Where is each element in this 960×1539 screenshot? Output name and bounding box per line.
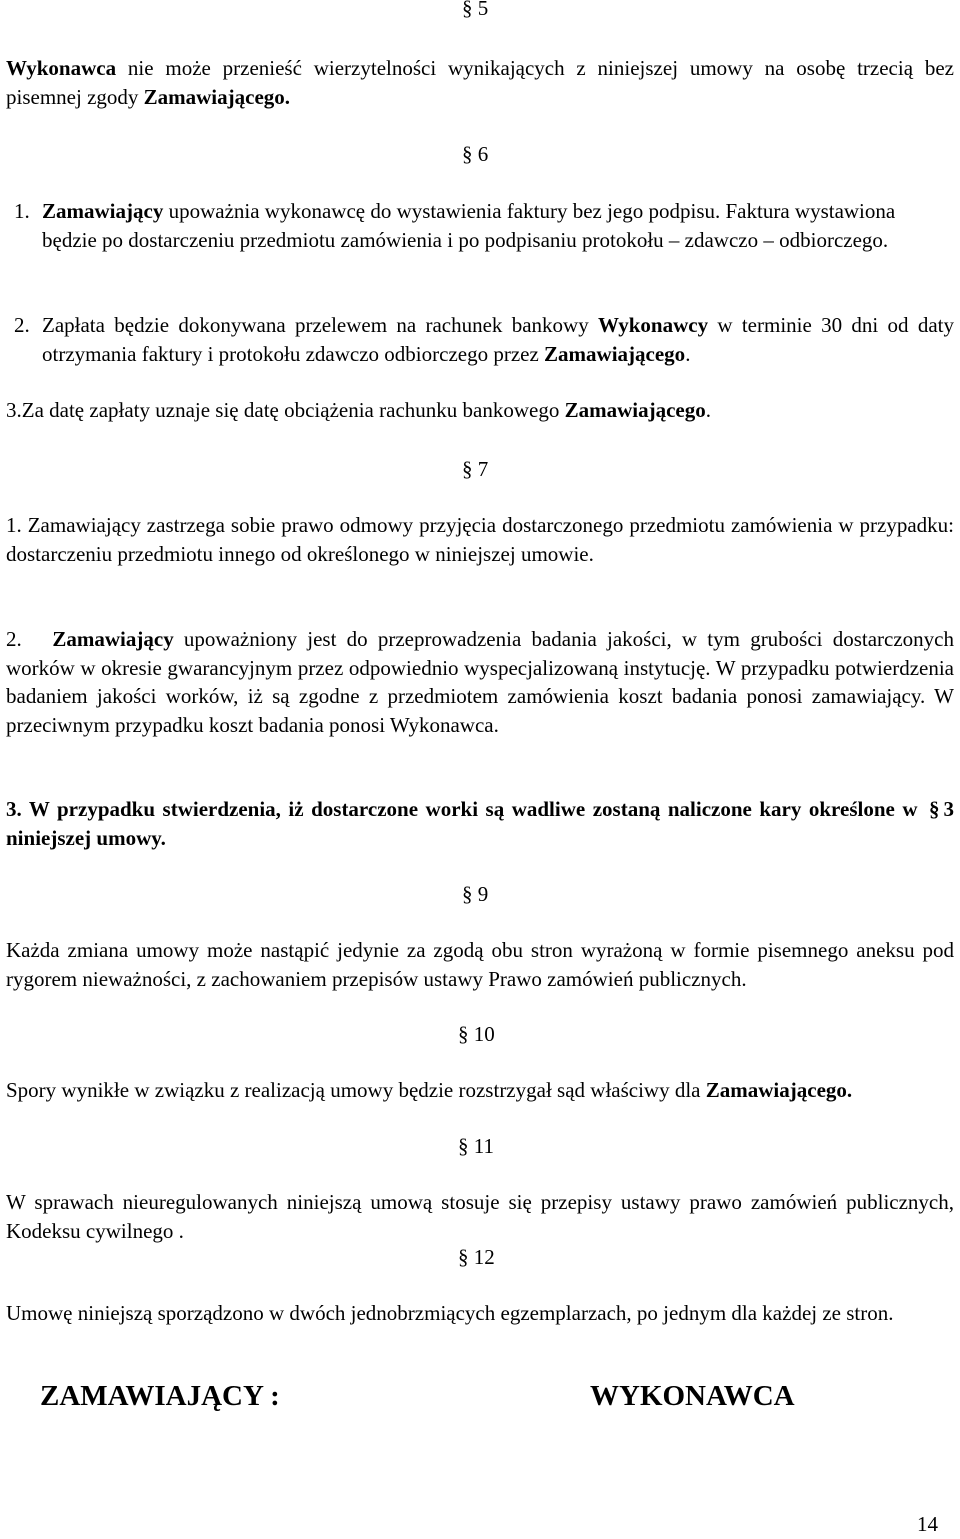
section-heading-7: § 7 [462, 457, 489, 481]
item-number: 2. [6, 627, 22, 651]
paragraph-text: 3 niniejszej umowy. [6, 797, 954, 850]
item-number: 2. [14, 313, 30, 337]
paragraph-text: Spory wynikłe w związku z realizacją umowy będzie rozstrzygał sąd właściwy dla [6, 1078, 706, 1102]
paragraph-text: . [685, 341, 691, 366]
paragraph-6-item-2 [6, 311, 954, 368]
paragraph-text: 3. W przypadku stwierdzenia, iż dostarczone worki są wadliwe zostaną naliczone kary określone w [6, 797, 925, 821]
section-heading-11: § 11 [458, 1134, 494, 1158]
bold-term: Wykonawcy [598, 313, 709, 337]
section-heading-12: § 12 [458, 1245, 495, 1269]
paragraph-7-item-2 [6, 625, 954, 739]
paragraph-7-item-3 [6, 795, 954, 852]
paragraph-text: upoważniony jest do przeprowadzenia badania jakości, w tym grubości dostarczonych worków w okresie gwarancyjnym przez odpowiednio wyspecjalizowaną instytucję. W przypadku potwierdzenia badaniem jakości worków, iż są zgodne z przedmiotem zamówienia koszt badania ponosi zamawiający. W przeciwnym przypadku koszt badania ponosi Wykonawca. [6, 627, 955, 737]
paragraph-7-item-1: 1. Zamawiający zastrzega sobie prawo odmowy przyjęcia dostarczonego przedmiotu zamówienia w przypadku: dostarczeniu przedmiotu innego od określonego w niniejszej umowie. [6, 513, 954, 566]
paragraph-text: w terminie 30 dni od daty otrzymania faktury i protokołu zdawczo odbiorczego przez [42, 313, 954, 366]
bold-term: Zamawiającego [544, 341, 686, 366]
paragraph-12: Umowę niniejszą sporządzono w dwóch jednobrzmiących egzemplarzach, po jednym dla każdej ze stron. [6, 1301, 894, 1325]
page-number: 14 [917, 1512, 938, 1536]
bold-term: Zamawiającego. [705, 1078, 853, 1102]
section-heading-9: § 9 [462, 882, 489, 906]
paragraph-11: W sprawach nieuregulowanych niniejszą umową stosuje się przepisy ustawy prawo zamówień publicznych, Kodeksu cywilnego . [6, 1190, 954, 1243]
section-heading-5: § 5 [462, 0, 489, 20]
paragraph-text: Zapłata będzie dokonywana przelewem na rachunek bankowy [42, 313, 599, 337]
bold-term: Wykonawca [6, 56, 117, 80]
paragraph-text: . [705, 398, 711, 422]
section-sign: § [929, 797, 940, 821]
paragraph-5 [6, 54, 954, 111]
paragraph-9: Każda zmiana umowy może nastąpić jedynie za zgodą obu stron wyrażoną w formie pisemnego aneksu pod rygorem nieważności, z zachowaniem przepisów ustawy Prawo zamówień publicznych. [6, 938, 954, 991]
item-number: 1. [14, 199, 30, 223]
paragraph-6-item-1 [6, 197, 954, 254]
section-heading-10: § 10 [458, 1022, 495, 1046]
bold-term: Zamawiający [42, 199, 164, 223]
section-heading-6: § 6 [462, 142, 489, 166]
signature-label-ordering-party: ZAMAWIAJĄCY : [40, 1380, 280, 1412]
paragraph-text: nie może przenieść wierzytelności wynikających z niniejszej umowy na osobę trzecią bez pisemnej zgody [6, 56, 954, 109]
paragraph-text: 3.Za datę zapłaty uznaje się datę obciążenia rachunku bankowego [6, 398, 565, 422]
paragraph-text: upoważnia wykonawcę do wystawienia faktury bez jego podpisu. Faktura wystawiona będzie po dostarczeniu przedmiotu zamówienia i po podpisaniu protokołu – zdawczo – odbiorczego. [42, 199, 896, 252]
bold-term: Zamawiającego. [143, 84, 291, 109]
bold-term: Zamawiającego [564, 398, 706, 422]
paragraph-10 [6, 1076, 954, 1105]
paragraph-6-item-3 [6, 396, 711, 425]
signature-label-contractor: WYKONAWCA [590, 1380, 795, 1412]
bold-term: Zamawiający [52, 627, 174, 651]
